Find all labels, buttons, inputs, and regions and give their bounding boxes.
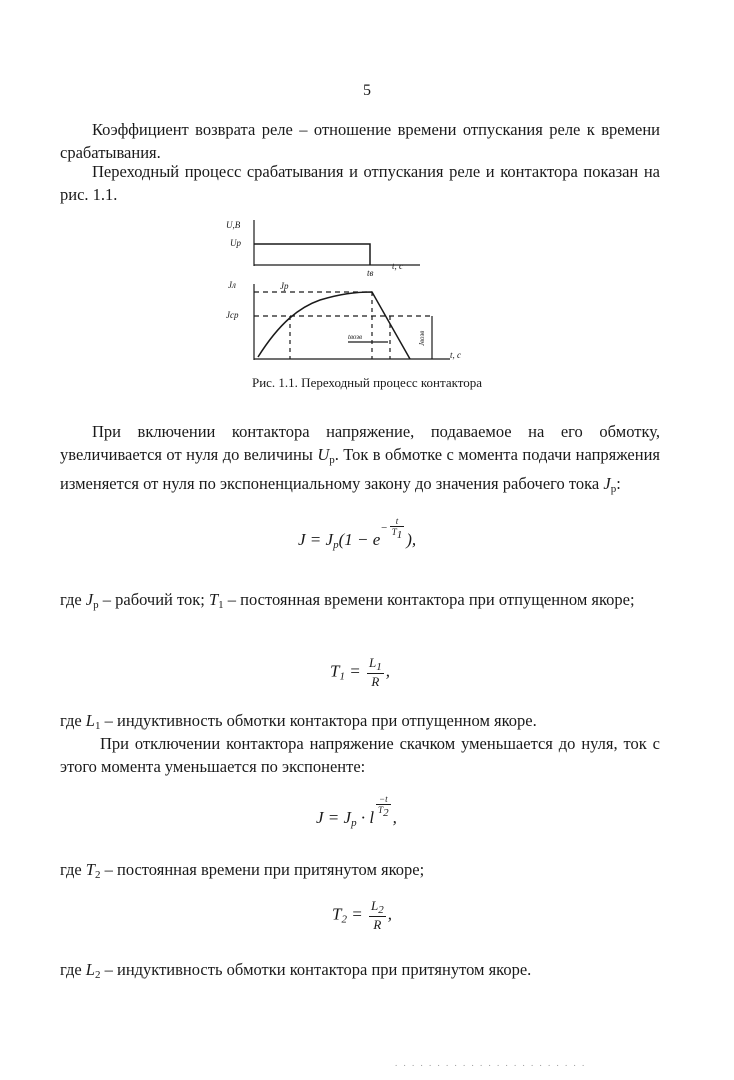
u-level-label: Uр (230, 238, 241, 248)
paragraph-switch-on: При включении контактора напряжение, подаваемое на его обмотку, увеличивается от нуля до величины $U_р$. Ток в обмотке с момента подачи напряжения изменяется от нуля по экспоненциальному закону до значения рабочего тока $J_р$: (60, 422, 660, 495)
scan-artifact-dots: . . . . . . . . . . . . . . . . . . . . . . . (395, 1058, 587, 1068)
formula-current-decay: $J = J_р \cdot l$ $^{\frac{-t}{T2}}$ , (316, 794, 397, 830)
paragraph-l1-definition: где $L_1$ – индуктивность обмотки контактора при отпущенном якоре. (60, 711, 537, 732)
j-axis-label: Jл (228, 280, 236, 290)
t-axis-label-top: t, c (392, 261, 403, 271)
paragraph-l2-definition: где $L_2$ – индуктивность обмотки контактора при притянутом якоре. (60, 960, 532, 981)
paragraph-transient-intro: Переходный процесс срабатывания и отпускания реле и контактора показан на рис. 1.1. (60, 162, 660, 204)
page-number: 5 (363, 82, 371, 99)
figure-caption: Рис. 1.1. Переходный процесс контактора (251, 375, 483, 390)
paragraph-switch-off: При отключении контактора напряжение скачком уменьшается до нуля, ток с этого момента уменьшается по экспоненте: (60, 734, 660, 776)
u-axis-label: U,B (226, 220, 241, 230)
t-release-label: tвозв (348, 333, 363, 341)
paragraph-t2-definition: где $T_2$ – постоянная времени при притянутом якоре; (60, 860, 425, 881)
formula-time-constant-2: $T_2$ = $\frac{L_2}{R}$ , (332, 898, 392, 932)
j-release-label: Jвозв (418, 330, 426, 346)
paragraph-return-coefficient: Коэффициент возврата реле – отношение времени отпускания реле к времени срабатывания. (60, 120, 660, 162)
formula-time-constant-1: $T_1$ = $\frac{L_1}{R}$ , (330, 655, 390, 689)
formula-current-rise: $J = J_р(1 - e^{- \frac{t}{T1}}$ ), (298, 516, 417, 552)
jp-label: Jр (280, 281, 289, 291)
paragraph-jp-definition: где $J_р$ – рабочий ток; $T_1$ – постоянная времени контактора при отпущенном якоре; (60, 590, 635, 611)
voltage-step (254, 244, 370, 265)
t-axis-label-bottom: t, c (450, 350, 461, 360)
current-curve (258, 292, 410, 359)
jcp-label: Jср (226, 310, 239, 320)
t-off-label: tв (367, 268, 374, 278)
transient-process-figure (220, 212, 500, 372)
